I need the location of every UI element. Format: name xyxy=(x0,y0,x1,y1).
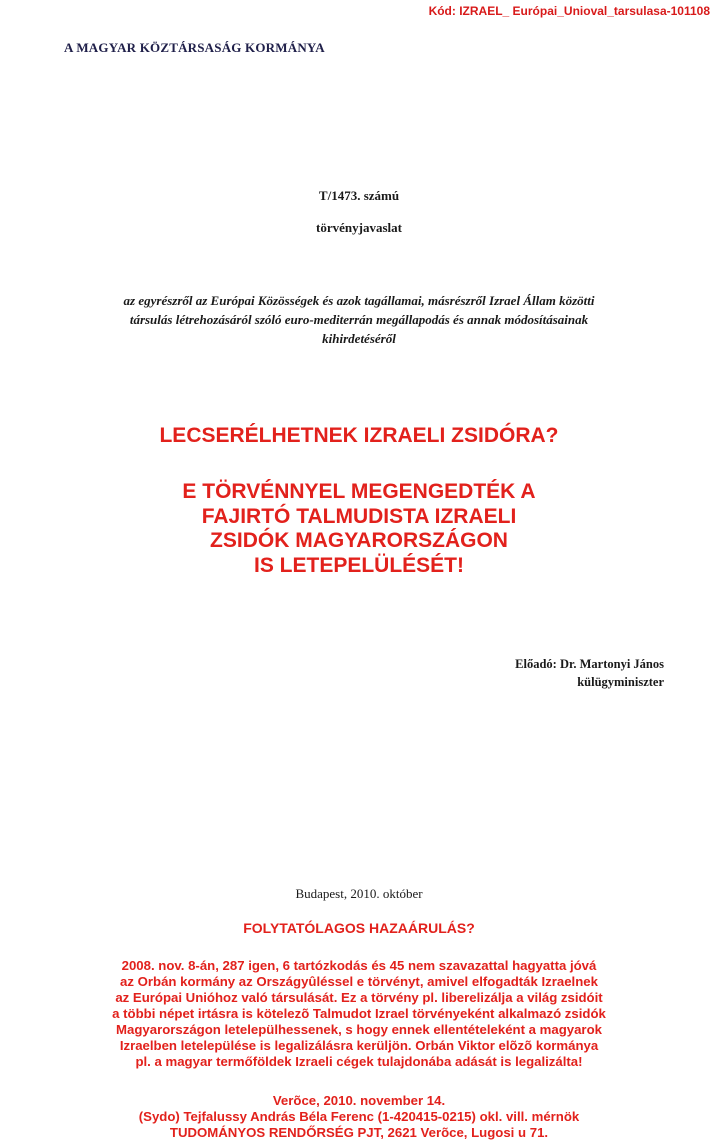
paragraph-line: 2008. nov. 8-án, 287 igen, 6 tartózkodás és 45 nem szavazattal hagyatta jóvá xyxy=(121,958,597,973)
headline-line: FAJIRTÓ TALMUDISTA IZRAELI xyxy=(201,504,517,528)
signature-block xyxy=(0,1093,718,1141)
headline-line: IS LETEPELÜLÉSÉT! xyxy=(253,553,465,577)
government-header: A MAGYAR KÖZTÁRSASÁG KORMÁNYA xyxy=(64,40,325,55)
bill-subject xyxy=(0,291,718,348)
paragraph-line: az Európai Unióhoz való társulását. Ez a törvény pl. liberelizálja a világ zsidóit xyxy=(115,990,603,1005)
signature-author: (Sydo) Tejfalussy András Béla Ferenc (1-420415-0215) okl. vill. mérnök xyxy=(138,1109,580,1124)
headline-question: LECSERÉLHETNEK IZRAELI ZSIDÓRA? xyxy=(159,424,559,447)
paragraph-line: pl. a magyar termőföldek Izraeli cégek tulajdonába adását is legalizálta! xyxy=(135,1054,583,1069)
presenter-name: Előadó: Dr. Martonyi János xyxy=(515,657,664,671)
paragraph-line: Magyarországon letelepülhessenek, s hogy ennek ellentételeként a magyarok xyxy=(116,1022,602,1037)
presenter-block xyxy=(515,655,664,691)
headline-line: E TÖRVÉNNYEL MEGENGEDTÉK A xyxy=(182,480,536,503)
bill-subject-line: kihirdetéséről xyxy=(322,331,396,346)
paragraph-line: Izraelben letelepülése is legalizálásra kerüljön. Orbán Viktor elõzõ kormánya xyxy=(119,1038,599,1053)
document-code: Kód: IZRAEL_ Európai_Unioval_tarsulasa-101108 xyxy=(428,4,710,18)
signature-place-date: Verõce, 2010. november 14. xyxy=(272,1093,446,1108)
headline-line: ZSIDÓK MAGYARORSZÁGON xyxy=(210,529,508,552)
signature-institution: TUDOMÁNYOS RENDŐRSÉG PJT, 2621 Verõce, Lugosi u 71. xyxy=(169,1125,549,1140)
bill-number: T/1473. számú xyxy=(318,188,400,203)
bill-type: törvényjavaslat xyxy=(316,220,402,235)
bill-subject-line: az egyrészről az Európai Közösségek és azok tagállamai, másrészről Izrael Állam közötti xyxy=(123,293,595,308)
bill-subject-line: társulás létrehozásáról szóló euro-mediterrán megállapodás és annak módosításainak xyxy=(129,312,589,327)
commentary-paragraph xyxy=(0,958,718,1070)
paragraph-line: az Orbán kormány az Országyûléssel e törvényt, amivel elfogadták Izraelnek xyxy=(120,974,598,989)
place-date: Budapest, 2010. október xyxy=(295,886,423,901)
paragraph-line: a többi népet irtásra is kötelezõ Talmudot Izrael törvényeként alkalmazó zsidók xyxy=(112,1006,606,1021)
presenter-title: külügyminiszter xyxy=(577,675,664,689)
section-title: FOLYTATÓLAGOS HAZAÁRULÁS? xyxy=(243,920,475,936)
headline-statement xyxy=(0,480,718,578)
